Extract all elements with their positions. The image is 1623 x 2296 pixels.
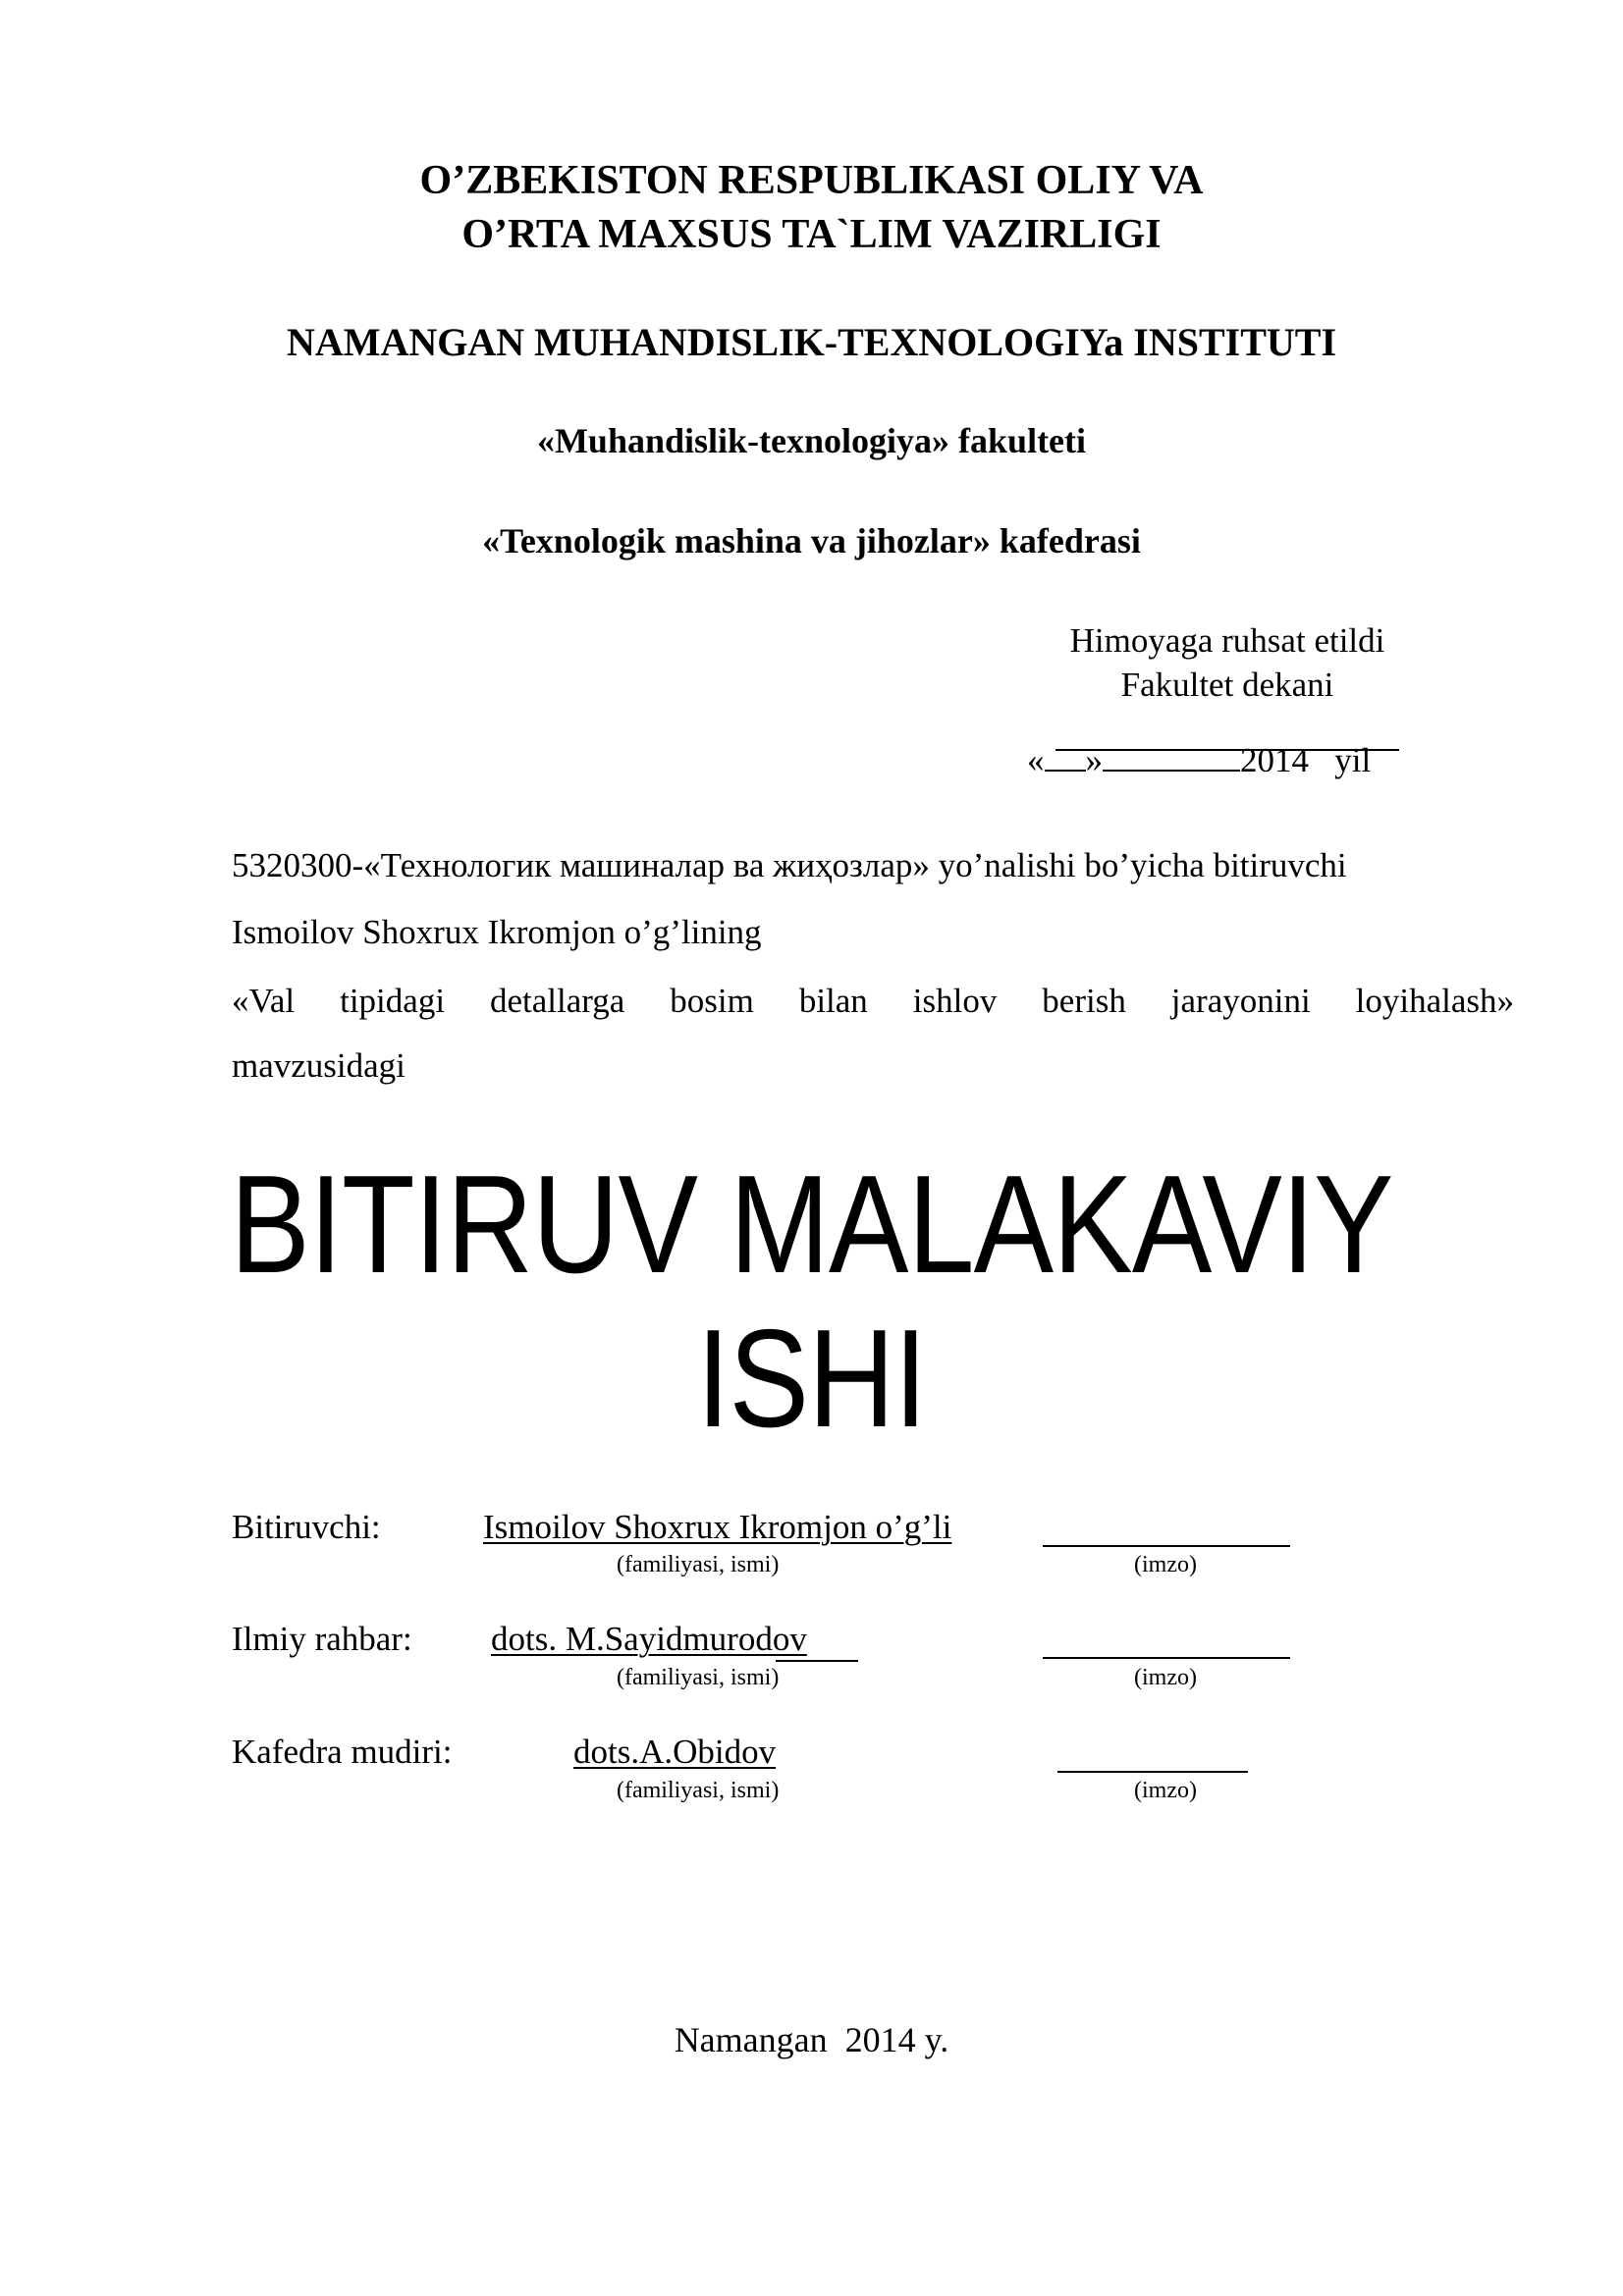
- place-and-year: Namangan 2014 y.: [674, 2020, 949, 2059]
- date-quote-open: «: [1027, 741, 1045, 779]
- intro-line-3: «Val tipidagi detallarga bosim bilan ishlov berish jarayonini loyihalash»: [232, 982, 1514, 1020]
- head-signature-line: [1057, 1771, 1248, 1773]
- ministry-line-1: O’ZBEKISTON RESPUBLIKASI OLIY VA: [419, 158, 1204, 203]
- approval-date: [1027, 741, 1371, 780]
- head-name: dots.A.Obidov: [573, 1733, 777, 1771]
- faculty-name: «Muhandislik-texnologiya» fakulteti: [536, 421, 1087, 460]
- supervisor-label: Ilmiy rahbar:: [232, 1620, 412, 1658]
- graduate-name: Ismoilov Shoxrux Ikromjon o’g’li: [483, 1508, 952, 1546]
- supervisor-name: dots. M.Sayidmurodov: [491, 1620, 807, 1658]
- graduate-signature-line: [1043, 1545, 1290, 1547]
- graduate-sign-caption: (imzo): [1134, 1552, 1197, 1577]
- intro-line-4: mavzusidagi: [232, 1046, 406, 1085]
- graduate-label: Bitiruvchi:: [232, 1508, 381, 1546]
- head-label: Kafedra mudiri:: [232, 1733, 453, 1771]
- ministry-line-2: O’RTA MAXSUS TA`LIM VAZIRLIGI: [461, 212, 1162, 257]
- intro-line-1: 5320300-«Технологик машиналар ва жиҳозлар» yo’nalishi bo’yicha bitiruvchi: [232, 846, 1347, 884]
- supervisor-name-caption: (familiyasi, ismi): [617, 1665, 780, 1690]
- document-title-line-2: ISHI: [696, 1301, 927, 1457]
- approval-line-2: Fakultet dekani: [1120, 666, 1334, 704]
- institute-name: NAMANGAN MUHANDISLIK-TEXNOLOGIYa INSTITUTI: [286, 320, 1337, 364]
- approval-block: [982, 618, 1473, 707]
- intro-line-2: Ismoilov Shoxrux Ikromjon o’g’lining: [232, 913, 762, 951]
- supervisor-signature-line: [1043, 1657, 1290, 1659]
- date-suffix: yil: [1334, 741, 1372, 779]
- document-title-line-1: BITIRUV MALAKAVIY: [230, 1147, 1393, 1303]
- graduate-name-caption: (familiyasi, ismi): [617, 1552, 780, 1577]
- head-name-caption: (familiyasi, ismi): [617, 1778, 780, 1803]
- approval-line-1: Himoyaga ruhsat etildi: [1069, 621, 1385, 660]
- supervisor-sign-caption: (imzo): [1134, 1665, 1197, 1690]
- month-blank: [1103, 742, 1240, 772]
- department-name: «Texnologik mashina va jihozlar» kafedrasi: [482, 521, 1141, 561]
- date-quote-close: »: [1085, 741, 1103, 779]
- date-year: 2014: [1240, 741, 1309, 779]
- head-sign-caption: (imzo): [1134, 1778, 1197, 1803]
- supervisor-name-underline-ext: [776, 1660, 858, 1662]
- day-blank: [1045, 742, 1086, 772]
